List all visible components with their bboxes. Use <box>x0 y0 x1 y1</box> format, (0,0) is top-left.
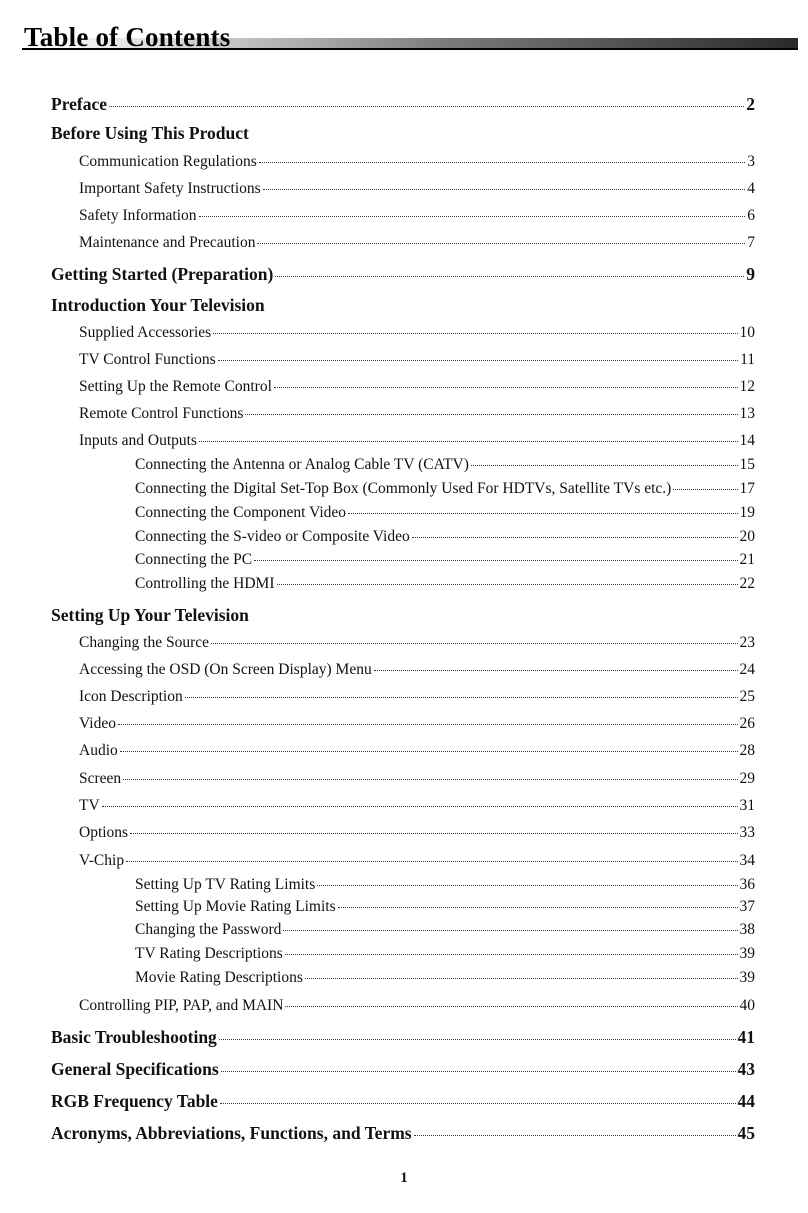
toc-entry-page: 15 <box>739 456 755 473</box>
toc-entry-title: Preface <box>51 94 108 114</box>
toc-entry[interactable] <box>135 504 755 524</box>
toc-entry-page: 41 <box>737 1027 755 1047</box>
toc-entry-page: 33 <box>739 824 755 841</box>
dot-leader <box>414 1135 736 1136</box>
toc-entry[interactable] <box>51 605 755 629</box>
dot-leader <box>275 276 744 277</box>
toc-entry-title: Important Safety Instructions <box>79 180 261 197</box>
toc-entry-title: Setting Up Movie Rating Limits <box>135 898 336 915</box>
toc-entry[interactable] <box>51 1123 755 1147</box>
toc-entry-page: 20 <box>739 528 755 545</box>
toc-entry-title: TV Control Functions <box>79 351 216 368</box>
toc-entry[interactable] <box>79 742 755 762</box>
toc-entry[interactable] <box>51 123 755 147</box>
toc-entry-page: 3 <box>747 153 755 170</box>
toc-entry[interactable] <box>51 1091 755 1115</box>
toc-entry-page: 9 <box>746 264 755 284</box>
dot-leader <box>130 833 737 834</box>
toc-entry[interactable] <box>79 351 755 371</box>
toc-entry-title: Getting Started (Preparation) <box>51 264 274 284</box>
toc-entry[interactable] <box>135 945 755 965</box>
dot-leader <box>348 513 737 514</box>
toc-entry[interactable] <box>135 456 755 476</box>
toc-entry[interactable] <box>135 575 755 595</box>
dot-leader <box>220 1103 736 1104</box>
dot-leader <box>185 697 738 698</box>
toc-entry-page: 24 <box>739 661 755 678</box>
toc-entry[interactable] <box>79 405 755 425</box>
toc-entry[interactable] <box>51 264 755 288</box>
toc-entry[interactable] <box>135 898 755 918</box>
toc-entry-page: 17 <box>739 480 755 497</box>
dot-leader <box>126 861 737 862</box>
toc-entry-page: 38 <box>739 921 755 938</box>
toc-entry-title: TV Rating Descriptions <box>135 945 283 962</box>
toc-entry[interactable] <box>135 876 755 896</box>
toc-entry-title: Options <box>79 824 129 841</box>
toc-entry-page: 40 <box>739 997 755 1014</box>
toc-entry-title: Setting Up TV Rating Limits <box>135 876 316 893</box>
toc-entry-page: 4 <box>747 180 755 197</box>
toc-entry[interactable] <box>79 770 755 790</box>
toc-entry-page: 22 <box>739 575 755 592</box>
toc-entry-page: 19 <box>739 504 755 521</box>
toc-entry-page: 28 <box>739 742 755 759</box>
toc-entry-page: 34 <box>739 852 755 869</box>
toc-entry-page: 45 <box>737 1123 755 1143</box>
toc-entry[interactable] <box>135 480 755 500</box>
toc-entry[interactable] <box>79 661 755 681</box>
toc-entry-title: Changing the Source <box>79 634 210 651</box>
toc-entry[interactable] <box>79 324 755 344</box>
toc-entry-title: Setting Up Your Television <box>51 605 249 625</box>
toc-entry-title: Acronyms, Abbreviations, Functions, and Terms <box>51 1123 412 1143</box>
toc-entry[interactable] <box>79 634 755 654</box>
dot-leader <box>211 643 737 644</box>
dot-leader <box>283 930 737 931</box>
dot-leader <box>305 978 738 979</box>
toc-entry[interactable] <box>79 997 755 1017</box>
page-title: Table of Contents <box>24 22 231 52</box>
toc-entry-title: V-Chip <box>79 852 125 869</box>
dot-leader <box>123 779 737 780</box>
toc-entry[interactable] <box>135 551 755 571</box>
toc-entry-title: Basic Troubleshooting <box>51 1027 217 1047</box>
dot-leader <box>257 243 745 244</box>
toc-entry-page: 12 <box>739 378 755 395</box>
toc-entry-page: 23 <box>739 634 755 651</box>
dot-leader <box>412 537 738 538</box>
toc-entry-title: Setting Up the Remote Control <box>79 378 272 395</box>
toc-entry[interactable] <box>79 234 755 254</box>
toc-entry[interactable] <box>135 969 755 989</box>
toc-entry[interactable] <box>79 715 755 735</box>
dot-leader <box>120 751 738 752</box>
dot-leader <box>471 465 738 466</box>
toc-entry-page: 43 <box>737 1059 755 1079</box>
toc-entry-title: Connecting the Digital Set-Top Box (Commonly Used For HDTVs, Satellite TVs etc.) <box>135 480 672 497</box>
toc-entry-page: 26 <box>739 715 755 732</box>
dot-leader <box>673 489 737 490</box>
dot-leader <box>118 724 738 725</box>
toc-entry-title: Changing the Password <box>135 921 282 938</box>
toc-entry-title: Inputs and Outputs <box>79 432 197 449</box>
dot-leader <box>102 806 738 807</box>
dot-leader <box>285 954 738 955</box>
dot-leader <box>317 885 737 886</box>
toc-entry-page: 7 <box>747 234 755 251</box>
toc-entry[interactable] <box>51 94 755 118</box>
dot-leader <box>277 584 738 585</box>
toc-entry[interactable] <box>51 1027 755 1051</box>
dot-leader <box>245 414 737 415</box>
toc-entry-page: 11 <box>740 351 755 368</box>
toc-entry-page: 44 <box>737 1091 755 1111</box>
toc-entry-title: Maintenance and Precaution <box>79 234 256 251</box>
toc-entry-title: Screen <box>79 770 122 787</box>
toc-entry[interactable] <box>51 1059 755 1083</box>
dot-leader <box>199 216 746 217</box>
dot-leader <box>199 441 738 442</box>
toc-entry-title: Connecting the PC <box>135 551 253 568</box>
dot-leader <box>219 1039 736 1040</box>
toc-entry-title: Connecting the S-video or Composite Video <box>135 528 410 545</box>
toc-entry-page: 39 <box>739 945 755 962</box>
toc-entry[interactable] <box>79 153 755 173</box>
dot-leader <box>374 670 738 671</box>
toc-entry[interactable] <box>135 921 755 941</box>
dot-leader <box>285 1006 737 1007</box>
toc-entry[interactable] <box>79 824 755 844</box>
toc-entry-title: Safety Information <box>79 207 197 224</box>
toc-entry-title: General Specifications <box>51 1059 219 1079</box>
dot-leader <box>274 387 738 388</box>
dot-leader <box>338 907 738 908</box>
dot-leader <box>263 189 746 190</box>
dot-leader <box>213 333 737 334</box>
toc-entry-page: 39 <box>739 969 755 986</box>
toc-entry-title: Connecting the Antenna or Analog Cable TV (CATV) <box>135 456 469 473</box>
toc-entry[interactable] <box>79 688 755 708</box>
toc-entry[interactable] <box>79 797 755 817</box>
toc-entry-title: Remote Control Functions <box>79 405 244 422</box>
toc-entry-page: 14 <box>739 432 755 449</box>
toc-entry-page: 31 <box>739 797 755 814</box>
toc-entry-title: Audio <box>79 742 118 759</box>
dot-leader <box>218 360 738 361</box>
toc-entry-title: Accessing the OSD (On Screen Display) Menu <box>79 661 372 678</box>
toc-entry-title: Icon Description <box>79 688 183 705</box>
toc-entry-page: 36 <box>739 876 755 893</box>
toc-entry-title: Controlling PIP, PAP, and MAIN <box>79 997 284 1014</box>
toc-entry-page: 21 <box>739 551 755 568</box>
toc-entry[interactable] <box>79 432 755 452</box>
dot-leader <box>221 1071 736 1072</box>
toc-entry-title: Supplied Accessories <box>79 324 212 341</box>
toc-entry-title: Communication Regulations <box>79 153 257 170</box>
dot-leader <box>259 162 745 163</box>
page-number: 1 <box>400 1170 408 1186</box>
toc-entry-page: 29 <box>739 770 755 787</box>
toc-entry-page: 10 <box>739 324 755 341</box>
dot-leader <box>109 106 744 107</box>
toc-entry-title: Before Using This Product <box>51 123 249 143</box>
toc-entry-title: Controlling the HDMI <box>135 575 275 592</box>
toc-entry-page: 6 <box>747 207 755 224</box>
toc-entry-page: 13 <box>739 405 755 422</box>
toc-entry-page: 2 <box>746 94 755 114</box>
toc-entry-title: RGB Frequency Table <box>51 1091 218 1111</box>
toc-entry[interactable] <box>79 378 755 398</box>
toc-entry-page: 37 <box>739 898 755 915</box>
toc-entry-page: 25 <box>739 688 755 705</box>
toc-entry-title: TV <box>79 797 100 814</box>
toc-entry[interactable] <box>135 528 755 548</box>
toc-entry-title: Introduction Your Television <box>51 295 265 315</box>
toc-entry-title: Video <box>79 715 116 732</box>
toc-entry[interactable] <box>79 852 755 872</box>
toc-entry[interactable] <box>79 180 755 200</box>
toc-entry[interactable] <box>79 207 755 227</box>
toc-entry-title: Movie Rating Descriptions <box>135 969 303 986</box>
toc-entry[interactable] <box>51 295 755 319</box>
toc-entry-title: Connecting the Component Video <box>135 504 347 521</box>
dot-leader <box>254 560 737 561</box>
